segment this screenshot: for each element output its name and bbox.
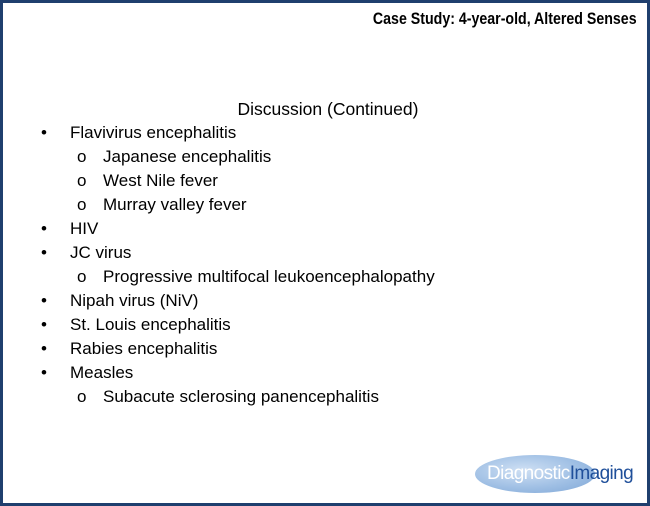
bullet-marker: • [41,339,47,358]
list-item-text: Progressive multifocal leukoencephalopathy [103,267,435,286]
bullet-marker: o [77,171,87,190]
list-item [3,121,643,145]
list-item-sub [3,193,643,217]
list-item [3,361,643,385]
list-item-sub [3,145,643,169]
list-item [3,337,643,361]
list-item-text: Nipah virus (NiV) [70,291,199,310]
list-item-text: Rabies encephalitis [70,339,218,358]
logo-text [487,463,633,485]
bullet-marker: • [41,315,47,334]
section-heading: Discussion (Continued) [237,99,419,119]
list-item-text: Measles [70,363,134,382]
bullet-marker: • [41,363,47,382]
diagnostic-imaging-logo [473,449,643,499]
list-item-text: HIV [70,219,99,238]
list-item-text: Flavivirus encephalitis [70,123,237,142]
list-item-sub [3,385,643,409]
list-item-text: JC virus [70,243,132,262]
bullet-marker: • [41,291,47,310]
bullet-marker: o [77,147,87,166]
bullet-marker: • [41,123,47,142]
logo-text-part-a: Diagnostic [487,463,570,484]
bullet-marker: • [41,243,47,262]
bullet-marker: • [41,219,47,238]
slide-header-title: Case Study: 4-year-old, Altered Senses [373,10,637,28]
bullet-marker: o [77,387,87,406]
list-item-text: Japanese encephalitis [103,147,272,166]
list-item-text: West Nile fever [103,171,218,190]
list-item [3,217,643,241]
logo-text-part-b: Imaging [569,463,634,484]
list-item [3,289,643,313]
list-item-sub [3,169,643,193]
list-item-text: Subacute sclerosing panencephalitis [103,387,379,406]
list-item [3,241,643,265]
list-item-text: Murray valley fever [103,195,247,214]
bullet-list [3,121,643,409]
list-item-text: St. Louis encephalitis [70,315,231,334]
bullet-marker: o [77,267,87,286]
list-item [3,313,643,337]
list-item-sub [3,265,643,289]
bullet-marker: o [77,195,87,214]
